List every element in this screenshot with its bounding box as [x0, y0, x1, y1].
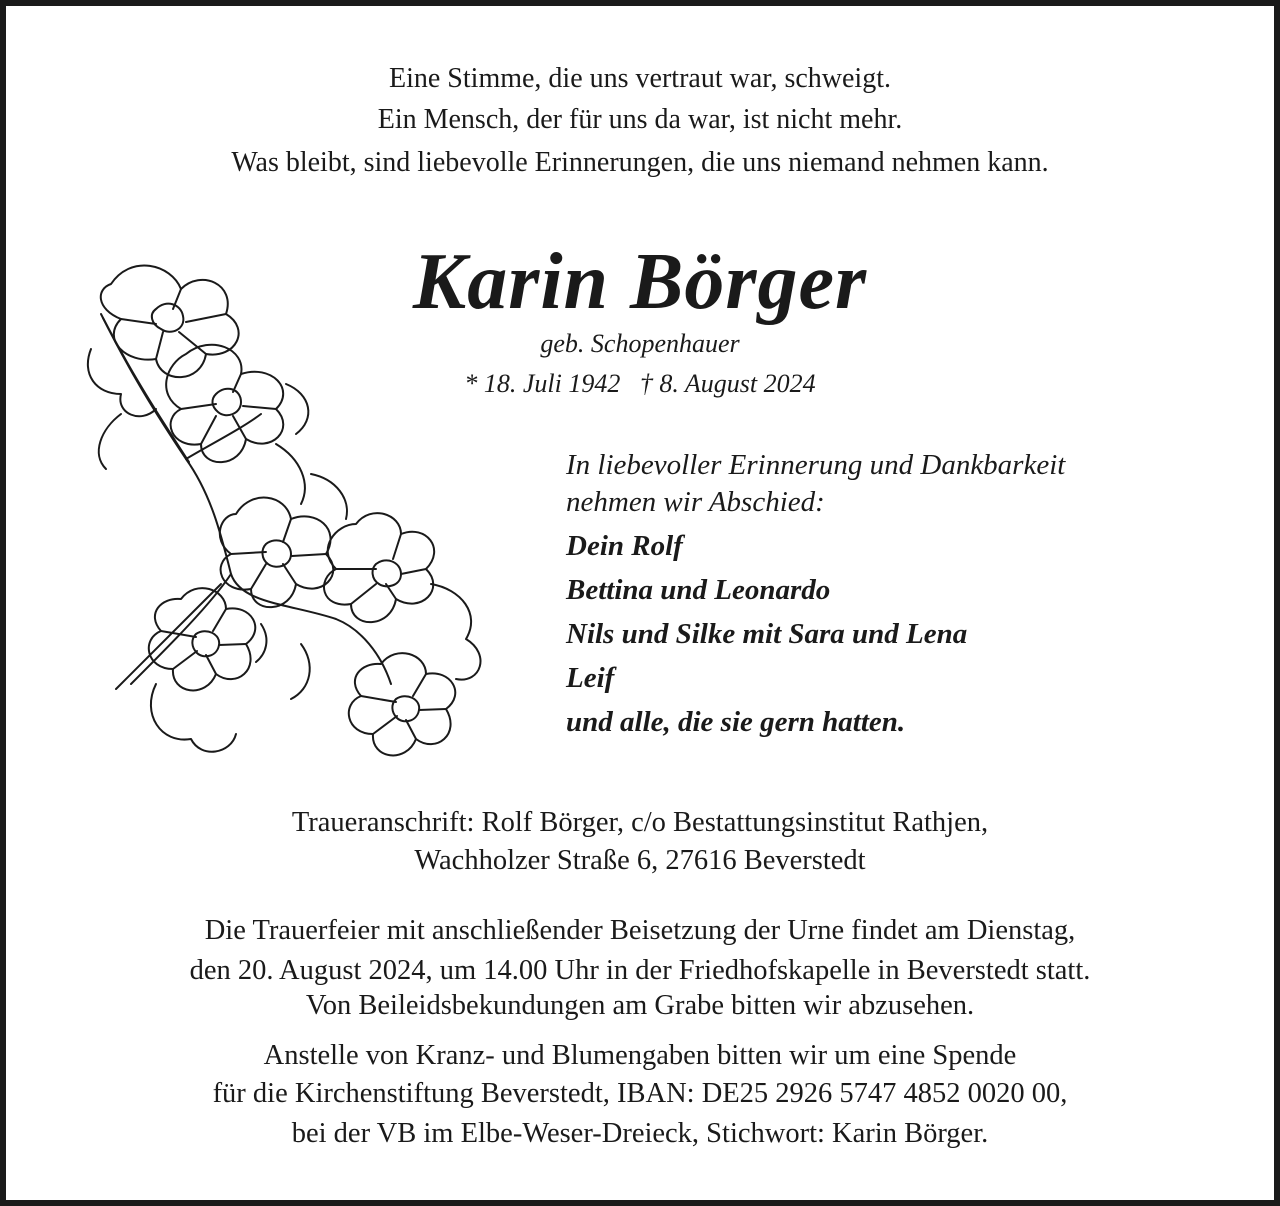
birth-name: geb. Schopenhauer	[540, 329, 740, 358]
mourner-3: Nils und Silke mit Sara und Lena	[566, 618, 968, 650]
life-dates: * 18. Juli 1942 † 8. August 2024	[464, 369, 816, 398]
mourner-1: Dein Rolf	[566, 530, 683, 562]
ceremony-line-2: den 20. August 2024, um 14.00 Uhr in der Friedhofskapelle in Beverstedt statt.	[189, 955, 1091, 986]
farewell-intro-line-2: nehmen wir Abschied:	[566, 486, 825, 518]
donation-line-2: für die Kirchenstiftung Beverstedt, IBAN: DE25 2926 5747 4852 0020 00,	[212, 1078, 1068, 1109]
address-line-2: Wachholzer Straße 6, 27616 Beverstedt	[414, 845, 866, 876]
donation-line-1: Anstelle von Kranz- und Blumengaben bitten wir um eine Spende	[263, 1040, 1017, 1071]
poem-line-1: Eine Stimme, die uns vertraut war, schweigt.	[389, 63, 891, 94]
donation-line-3: bei der VB im Elbe-Weser-Dreieck, Stichwort: Karin Börger.	[291, 1118, 989, 1149]
ceremony-line-1: Die Trauerfeier mit anschließender Beisetzung der Urne findet am Dienstag,	[204, 915, 1076, 946]
mourner-5: und alle, die sie gern hatten.	[566, 706, 906, 738]
address-line-1: Traueranschrift: Rolf Börger, c/o Bestattungsinstitut Rathjen,	[291, 807, 989, 838]
mourner-4: Leif	[566, 662, 615, 694]
mourner-2: Bettina und Leonardo	[566, 574, 831, 606]
farewell-intro-line-1: In liebevoller Erinnerung und Dankbarkeit	[566, 449, 1066, 481]
poem-line-2: Ein Mensch, der für uns da war, ist nicht mehr.	[377, 104, 903, 135]
deceased-name: Karin Börger	[412, 238, 868, 326]
poem-line-3: Was bleibt, sind liebevolle Erinnerungen, die uns niemand nehmen kann.	[231, 147, 1049, 178]
ceremony-line-3: Von Beileidsbekundungen am Grabe bitten wir abzusehen.	[305, 990, 975, 1021]
